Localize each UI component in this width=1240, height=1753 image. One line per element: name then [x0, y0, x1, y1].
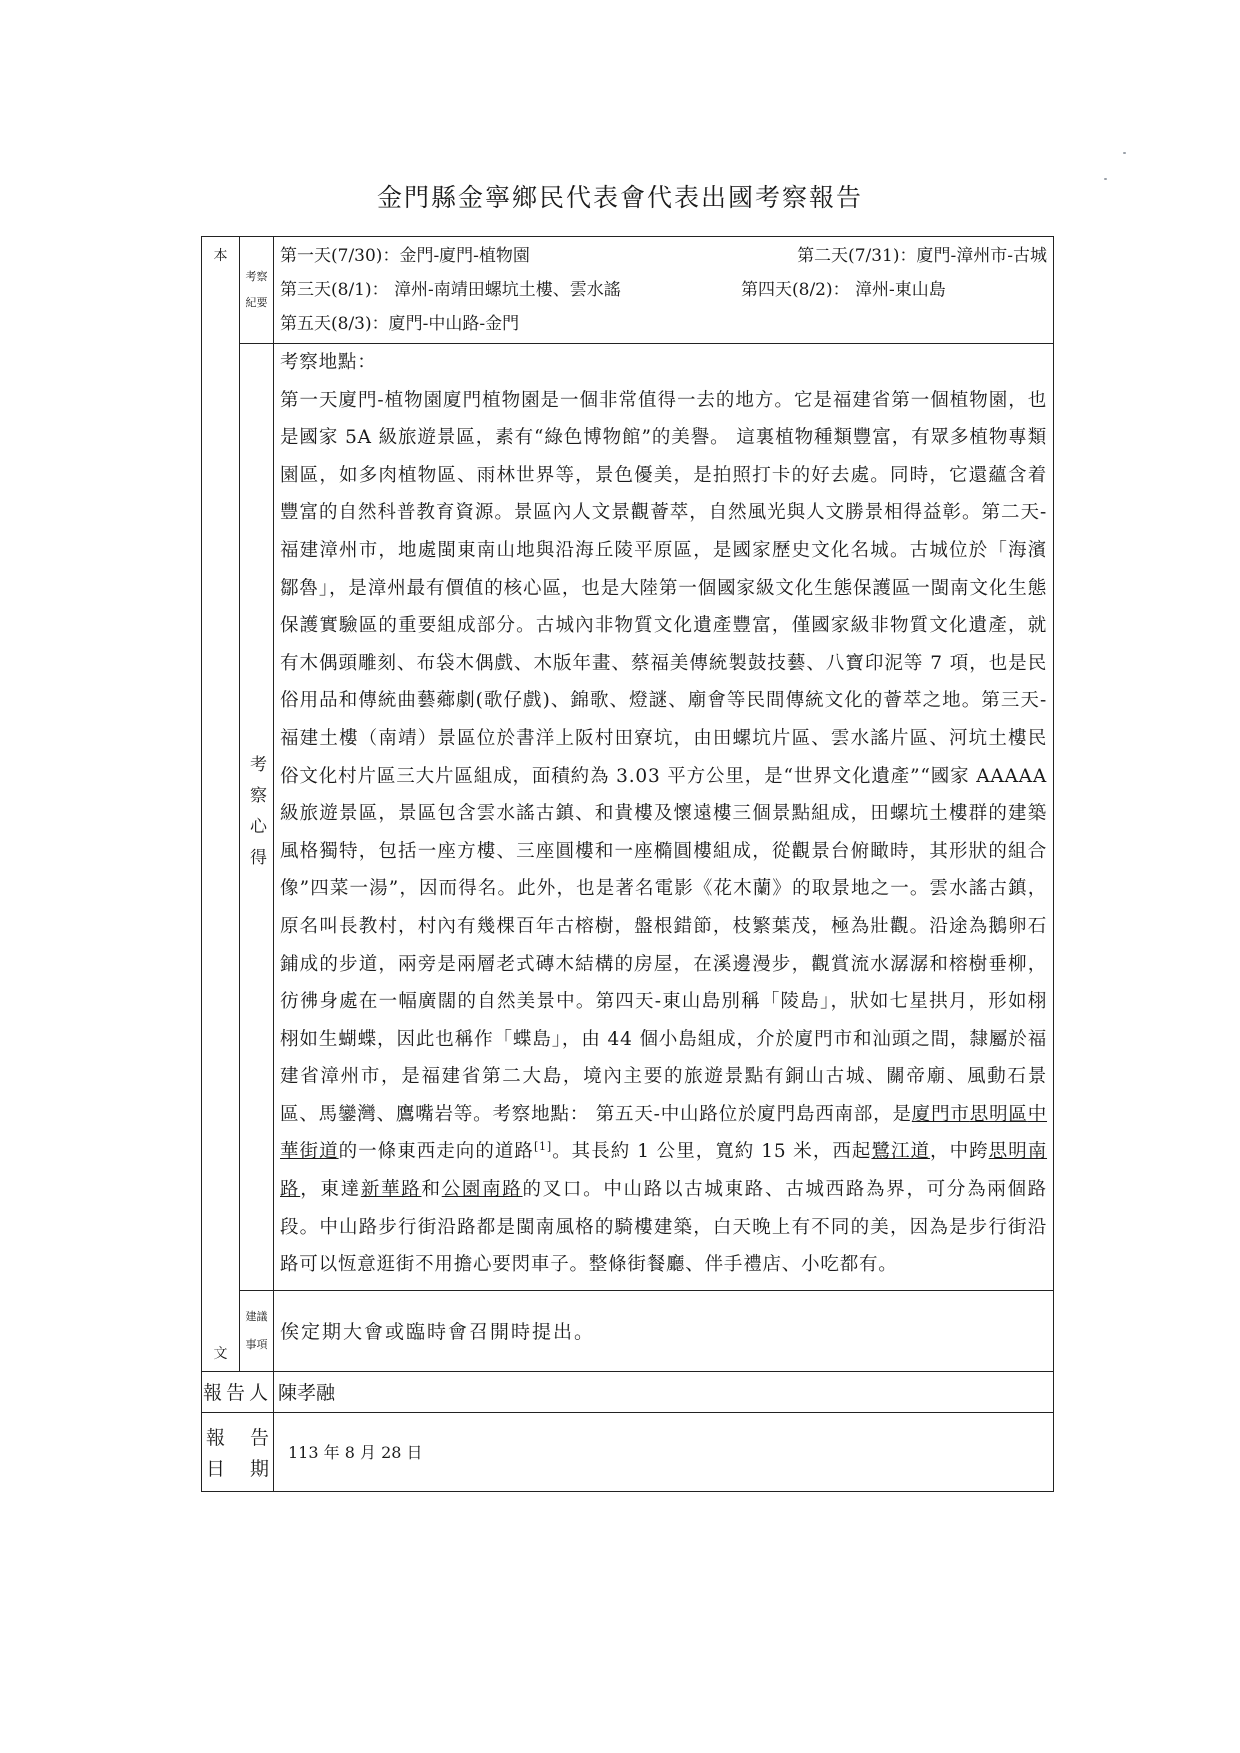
reflection-text: ，中跨	[930, 1141, 989, 1163]
date-row	[202, 1412, 1054, 1491]
summary-row	[202, 237, 1054, 344]
reflection-text: 和	[421, 1179, 442, 1201]
link-xiamen-city[interactable]: 廈門市	[911, 1103, 970, 1125]
suggestion-cell	[274, 1290, 1054, 1371]
reflection-row	[202, 344, 1054, 1291]
page-title: 金門縣金寧鄉民代表會代表出國考察報告	[376, 183, 863, 212]
link-gongyuan-south-road[interactable]: 公園南路	[441, 1179, 523, 1201]
scan-speck	[1123, 152, 1126, 154]
summary-label-cell	[240, 237, 274, 344]
reflection-text: 第一天廈門-植物園廈門植物園是一個非常值得一去的地方。它是福建省第一個植物園，也是國家 5A 級旅遊景區，素有“綠色博物館”的美譽。 這裏植物種類豐富，有眾多植物專類園區，如多肉植物區、雨林世界等，景色優美，是拍照打卡的好去處。同時，它還蘊含着豐富的自然科普教育資源。景區內人文景觀薈萃，自然風光與人文勝景相得益彰。第二天-福建漳州市，地處閩東南山地與沿海丘陵平原區，是國家歷史文化名城。古城位於「海濱鄒魯」，是漳州最有價值的核心區，也是大陸第一個國家級文化生態保護區一閩南文化生態保護實驗區的重要組成部分。古城內非物質文化遺產豐富，僅國家級非物質文化遺產，就有木偶頭雕刻、布袋木偶戲、木版年畫、蔡福美傳統製鼓技藝、八寶印泥等 7 項，也是民俗用品和傳統曲藝薌劇(歌仔戲)、錦歌、燈謎、廟會等民間傳統文化的薈萃之地。第三天-福建土樓（南靖）景區位於書洋上阪村田寮坑，由田螺坑片區、雲水謠片區、河坑土樓民俗文化村片區三大片區組成，面積約為 3.03 平方公里，是“世界文化遺產”“國家 AAAAA 級旅遊景區，景區包含雲水謠古鎮、和貴樓及懷遠樓三個景點組成，田螺坑土樓群的建築風格獨特，包括一座方樓、三座圓樓和一座橢圓樓組成，從觀景台俯瞰時，其形狀的組合像”四菜一湯”，因而得名。此外，也是著名電影《花木蘭》的取景地之一。雲水謠古鎮，原名叫長教村，村內有幾棵百年古榕樹，盤根錯節，枝繁葉茂，極為壯觀。沿途為鵝卵石鋪成的步道，兩旁是兩層老式磚木結構的房屋，在溪邊漫步，觀賞流水潺潺和榕樹垂柳，彷彿身處在一幅廣闊的自然美景中。第四天-東山島別稱「陵島」，狀如七星拱月，形如栩栩如生蝴蝶，因此也稱作「蝶島」，由 44 個小島組成，介於廈門市和汕頭之間，隸屬於福建省漳州市，是福建省第二大島，境內主要的旅遊景點有銅山古城、關帝廟、風動石景區、馬鑾灣、鷹嘴岩等。考察地點： 第五天-中山路位於廈門島西南部，是	[280, 389, 1047, 1125]
date-label-cell	[202, 1412, 274, 1491]
reference-marker[interactable]: [1]	[533, 1140, 552, 1154]
summary-day3: 第三天(8/1)： 漳州-南靖田螺坑土樓、雲水謠	[280, 280, 621, 300]
summary-day2: 第二天(7/31)：廈門-漳州市-古城	[797, 246, 1047, 266]
date-label-tr: 告	[249, 1426, 269, 1449]
suggestion-label-cell	[240, 1290, 274, 1371]
summary-day5: 第五天(8/3)：廈門-中山路-金門	[280, 314, 520, 334]
side-label-top: 本	[213, 248, 228, 264]
link-zhonghua-street[interactable]: 中華街道	[280, 1103, 1048, 1163]
side-label-bottom: 文	[213, 1345, 228, 1362]
link-xinhua-road[interactable]: 新華路	[360, 1179, 422, 1201]
summary-day4: 第四天(8/2)： 漳州-東山島	[741, 280, 946, 300]
reflection-label-cell	[240, 344, 274, 1291]
reflection-heading: 考察地點：	[280, 352, 377, 373]
summary-label: 考察紀要	[245, 270, 268, 309]
suggestion-label-top: 建議	[245, 1309, 268, 1323]
link-siming-district[interactable]: 思明區	[969, 1103, 1028, 1125]
reflection-cell	[274, 344, 1054, 1291]
reporter-label: 報告人	[202, 1371, 274, 1412]
reflection-text: 的叉口。中山路以古城東路、古城西路為界，可分為兩個路段。中山路步行街沿路都是閩南風格的騎樓建築，白天晚上有不同的美，因為是步行街沿路可以恆意逛街不用擔心要閃車子。整條街餐廳、伴手禮店、小吃都有。	[280, 1179, 1047, 1276]
link-siming-south-road[interactable]: 思明南路	[280, 1141, 1048, 1201]
suggestion-text: 俟定期大會或臨時會召開時提出。	[280, 1321, 596, 1344]
date-label-bl: 日	[206, 1457, 226, 1480]
reflection-text: ，東達	[300, 1179, 361, 1201]
reporter-row	[202, 1371, 1054, 1412]
report-date: 113 年 8 月 28 日	[288, 1443, 423, 1463]
report-table	[201, 236, 1054, 1492]
link-lujiang-road[interactable]: 鷺江道	[871, 1141, 931, 1163]
reflection-text: 的一條東西走向的道路	[338, 1141, 534, 1163]
date-label-tl: 報	[206, 1426, 226, 1449]
body-side-label	[202, 237, 240, 1372]
suggestion-label-bottom: 事項	[245, 1337, 268, 1351]
reflection-text: 。其長約 1 公里，寬約 15 米，西起	[551, 1141, 872, 1163]
reporter-name: 陳孝融	[274, 1371, 1054, 1412]
summary-day1: 第一天(7/30)：金門-廈門-植物園	[280, 246, 530, 266]
reflection-label: 考察心得	[246, 754, 266, 879]
date-value-cell	[274, 1412, 1054, 1491]
suggestion-row	[202, 1290, 1054, 1371]
summary-cell	[274, 237, 1054, 344]
date-label-br: 期	[249, 1457, 269, 1480]
reflection-body	[280, 382, 1047, 1284]
